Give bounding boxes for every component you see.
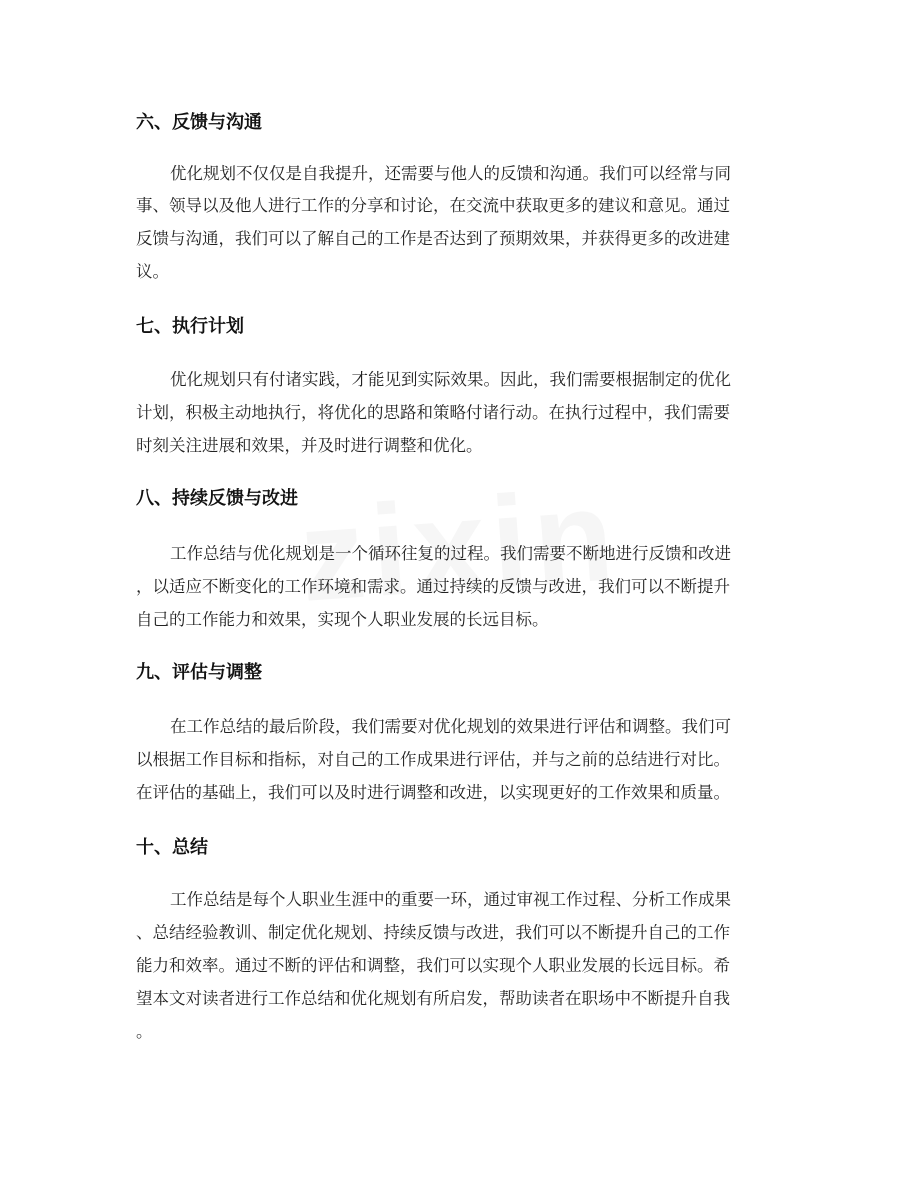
- paragraph-line: 优化规划不仅仅是自我提升，还需要与他人的反馈和沟通。我们可以经常与同: [170, 164, 731, 183]
- section-heading: 八、持续反馈与改进: [136, 488, 298, 509]
- paragraph-line: 自己的工作能力和效果，实现个人职业发展的长远目标。: [136, 610, 549, 629]
- paragraph-line: 能力和效率。通过不断的评估和调整，我们可以实现个人职业发展的长远目标。希: [136, 956, 730, 975]
- section-heading: 十、总结: [136, 837, 208, 858]
- paragraph-line: ，以适应不断变化的工作环境和需求。通过持续的反馈与改进，我们可以不断提升: [136, 577, 730, 596]
- paragraph-line: 在评估的基础上，我们可以及时进行调整和改进，以实现更好的工作效果和质量。: [136, 783, 730, 802]
- paragraph-line: 。: [136, 1022, 153, 1041]
- paragraph-line: 优化规划只有付诸实践，才能见到实际效果。因此，我们需要根据制定的优化: [170, 370, 731, 389]
- paragraph-line: 事、领导以及他人进行工作的分享和讨论，在交流中获取更多的建议和意见。通过: [136, 196, 730, 215]
- paragraph-line: 、总结经验教训、制定优化规划、持续反馈与改进，我们可以不断提升自己的工作: [136, 923, 730, 942]
- paragraph-line: 议。: [136, 262, 169, 281]
- paragraph-line: 工作总结是每个人职业生涯中的重要一环，通过审视工作过程、分析工作成果: [170, 890, 731, 909]
- paragraph-line: 工作总结与优化规划是一个循环往复的过程。我们需要不断地进行反馈和改进: [170, 544, 731, 563]
- section-heading: 六、反馈与沟通: [136, 112, 262, 133]
- paragraph-line: 反馈与沟通，我们可以了解自己的工作是否达到了预期效果，并获得更多的改进建: [136, 229, 730, 248]
- section-heading: 七、执行计划: [136, 316, 244, 337]
- paragraph-line: 望本文对读者进行工作总结和优化规划有所启发，帮助读者在职场中不断提升自我: [136, 989, 730, 1008]
- paragraph-line: 在工作总结的最后阶段，我们需要对优化规划的效果进行评估和调整。我们可: [170, 717, 731, 736]
- paragraph-line: 计划，积极主动地执行，将优化的思路和策略付诸行动。在执行过程中，我们需要: [136, 403, 730, 422]
- paragraph-line: 以根据工作目标和指标，对自己的工作成果进行评估，并与之前的总结进行对比。: [136, 750, 730, 769]
- section-heading: 九、评估与调整: [136, 662, 262, 683]
- paragraph-line: 时刻关注进展和效果，并及时进行调整和优化。: [136, 436, 483, 455]
